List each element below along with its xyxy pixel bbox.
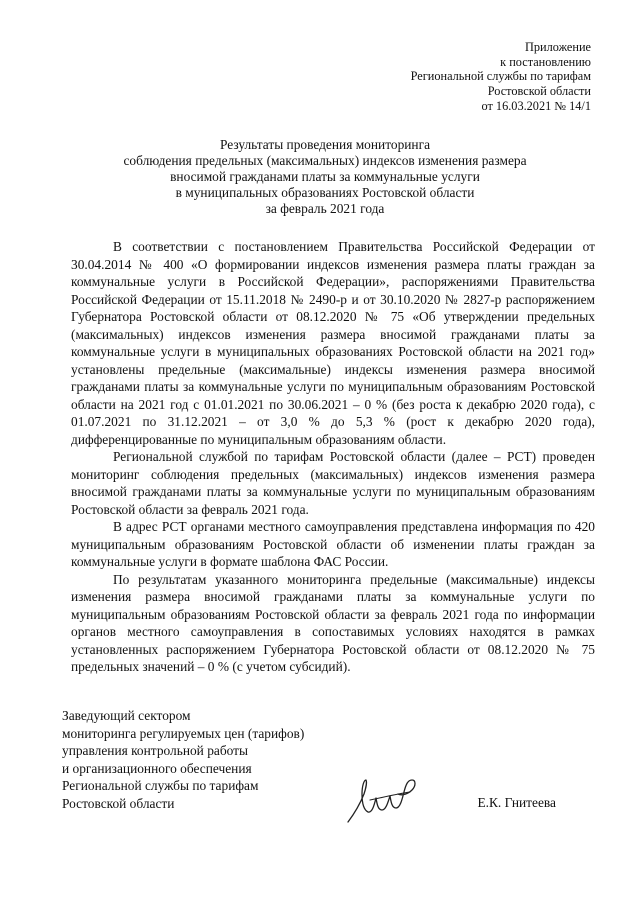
appendix-line: Региональной службы по тарифам (410, 69, 591, 84)
signer-name: Е.К. Гнитеева (477, 795, 556, 810)
appendix-line: Приложение (525, 40, 591, 54)
body-paragraph: В адрес РСТ органами местного самоуправления представлена информация по 420 муниципальным образованиям Ростовской области об изменении платы граждан за коммунальные услуги в формате шаблона ФАС России. (71, 519, 595, 569)
appendix-header (411, 40, 591, 114)
position-line: Заведующий сектором (62, 708, 191, 723)
signature-position (62, 707, 304, 812)
document-title (60, 137, 590, 217)
position-line: и организационного обеспечения (62, 760, 252, 776)
body-paragraph: В соответствии с постановлением Правительства Российской Федерации от 30.04.2014 № 400 «О формировании индексов изменения размера платы граждан за коммунальные услуги в Российской Федерации», распоряжениями Правительства Российской Федерации от 15.11.2018 № 2490-р и от 30.10.2020 № 2827-р распоряжением Губернатора Ростовской области от 08.12.2020 № 75 «Об утверждении предельных (максимальных) индексов изменения размера вносимой гражданами платы за коммунальные услуги в муниципальных образованиях Ростовской области на 2021 год» установлены предельные (максимальные) индексы изменения размера вносимой гражданами платы за коммунальные услуги по муниципальным образованиям Ростовской области на 2021 год с 01.01.2021 по 30.06.2021 – 0 % (без роста к декабрю 2020 года), с 01.07.2021 по 31.12.2021 – от 3,0 % до 5,3 % (рост к декабрю 2020 года), дифференцированные по муниципальным образованиям области. (71, 239, 595, 447)
title-line: Результаты проведения мониторинга (219, 137, 431, 152)
handwritten-signature (340, 770, 430, 830)
position-line: Региональной службы по тарифам (62, 778, 259, 793)
body-paragraph: Региональной службой по тарифам Ростовской области (далее – РСТ) проведен мониторинг соблюдения предельных (максимальных) индексов изменения размера вносимой гражданами платы за коммунальные услуги по муниципальным образованиям Ростовской области за февраль 2021 года. (71, 449, 595, 517)
body-paragraph: По результатам указанного мониторинга предельные (максимальные) индексы изменения размера вносимой гражданами платы за коммунальные услуги по муниципальным образованиям Ростовской области за февраль 2021 года по информации органов местного самоуправления в сопоставимых условиях находятся в рамках установленных распоряжением Губернатора Ростовской области от 08.12.2020 № 75 предельных значений – 0 % (с учетом субсидий). (71, 571, 595, 674)
title-line: за февраль 2021 года (265, 201, 385, 216)
position-line: Ростовской области (62, 795, 175, 811)
appendix-line: Ростовской области (487, 84, 591, 99)
title-line: вносимой гражданами платы за коммунальные услуги (170, 169, 480, 184)
appendix-line: от 16.03.2021 № 14/1 (481, 98, 591, 113)
appendix-line: к постановлению (500, 54, 591, 69)
position-line: управления контрольной работы (62, 743, 249, 758)
position-line: мониторинга регулируемых цен (тарифов) (62, 725, 305, 741)
document-body (71, 238, 595, 676)
title-line: соблюдения предельных (максимальных) индексов изменения размера (123, 153, 527, 168)
title-line: в муниципальных образованиях Ростовской области (175, 185, 475, 200)
